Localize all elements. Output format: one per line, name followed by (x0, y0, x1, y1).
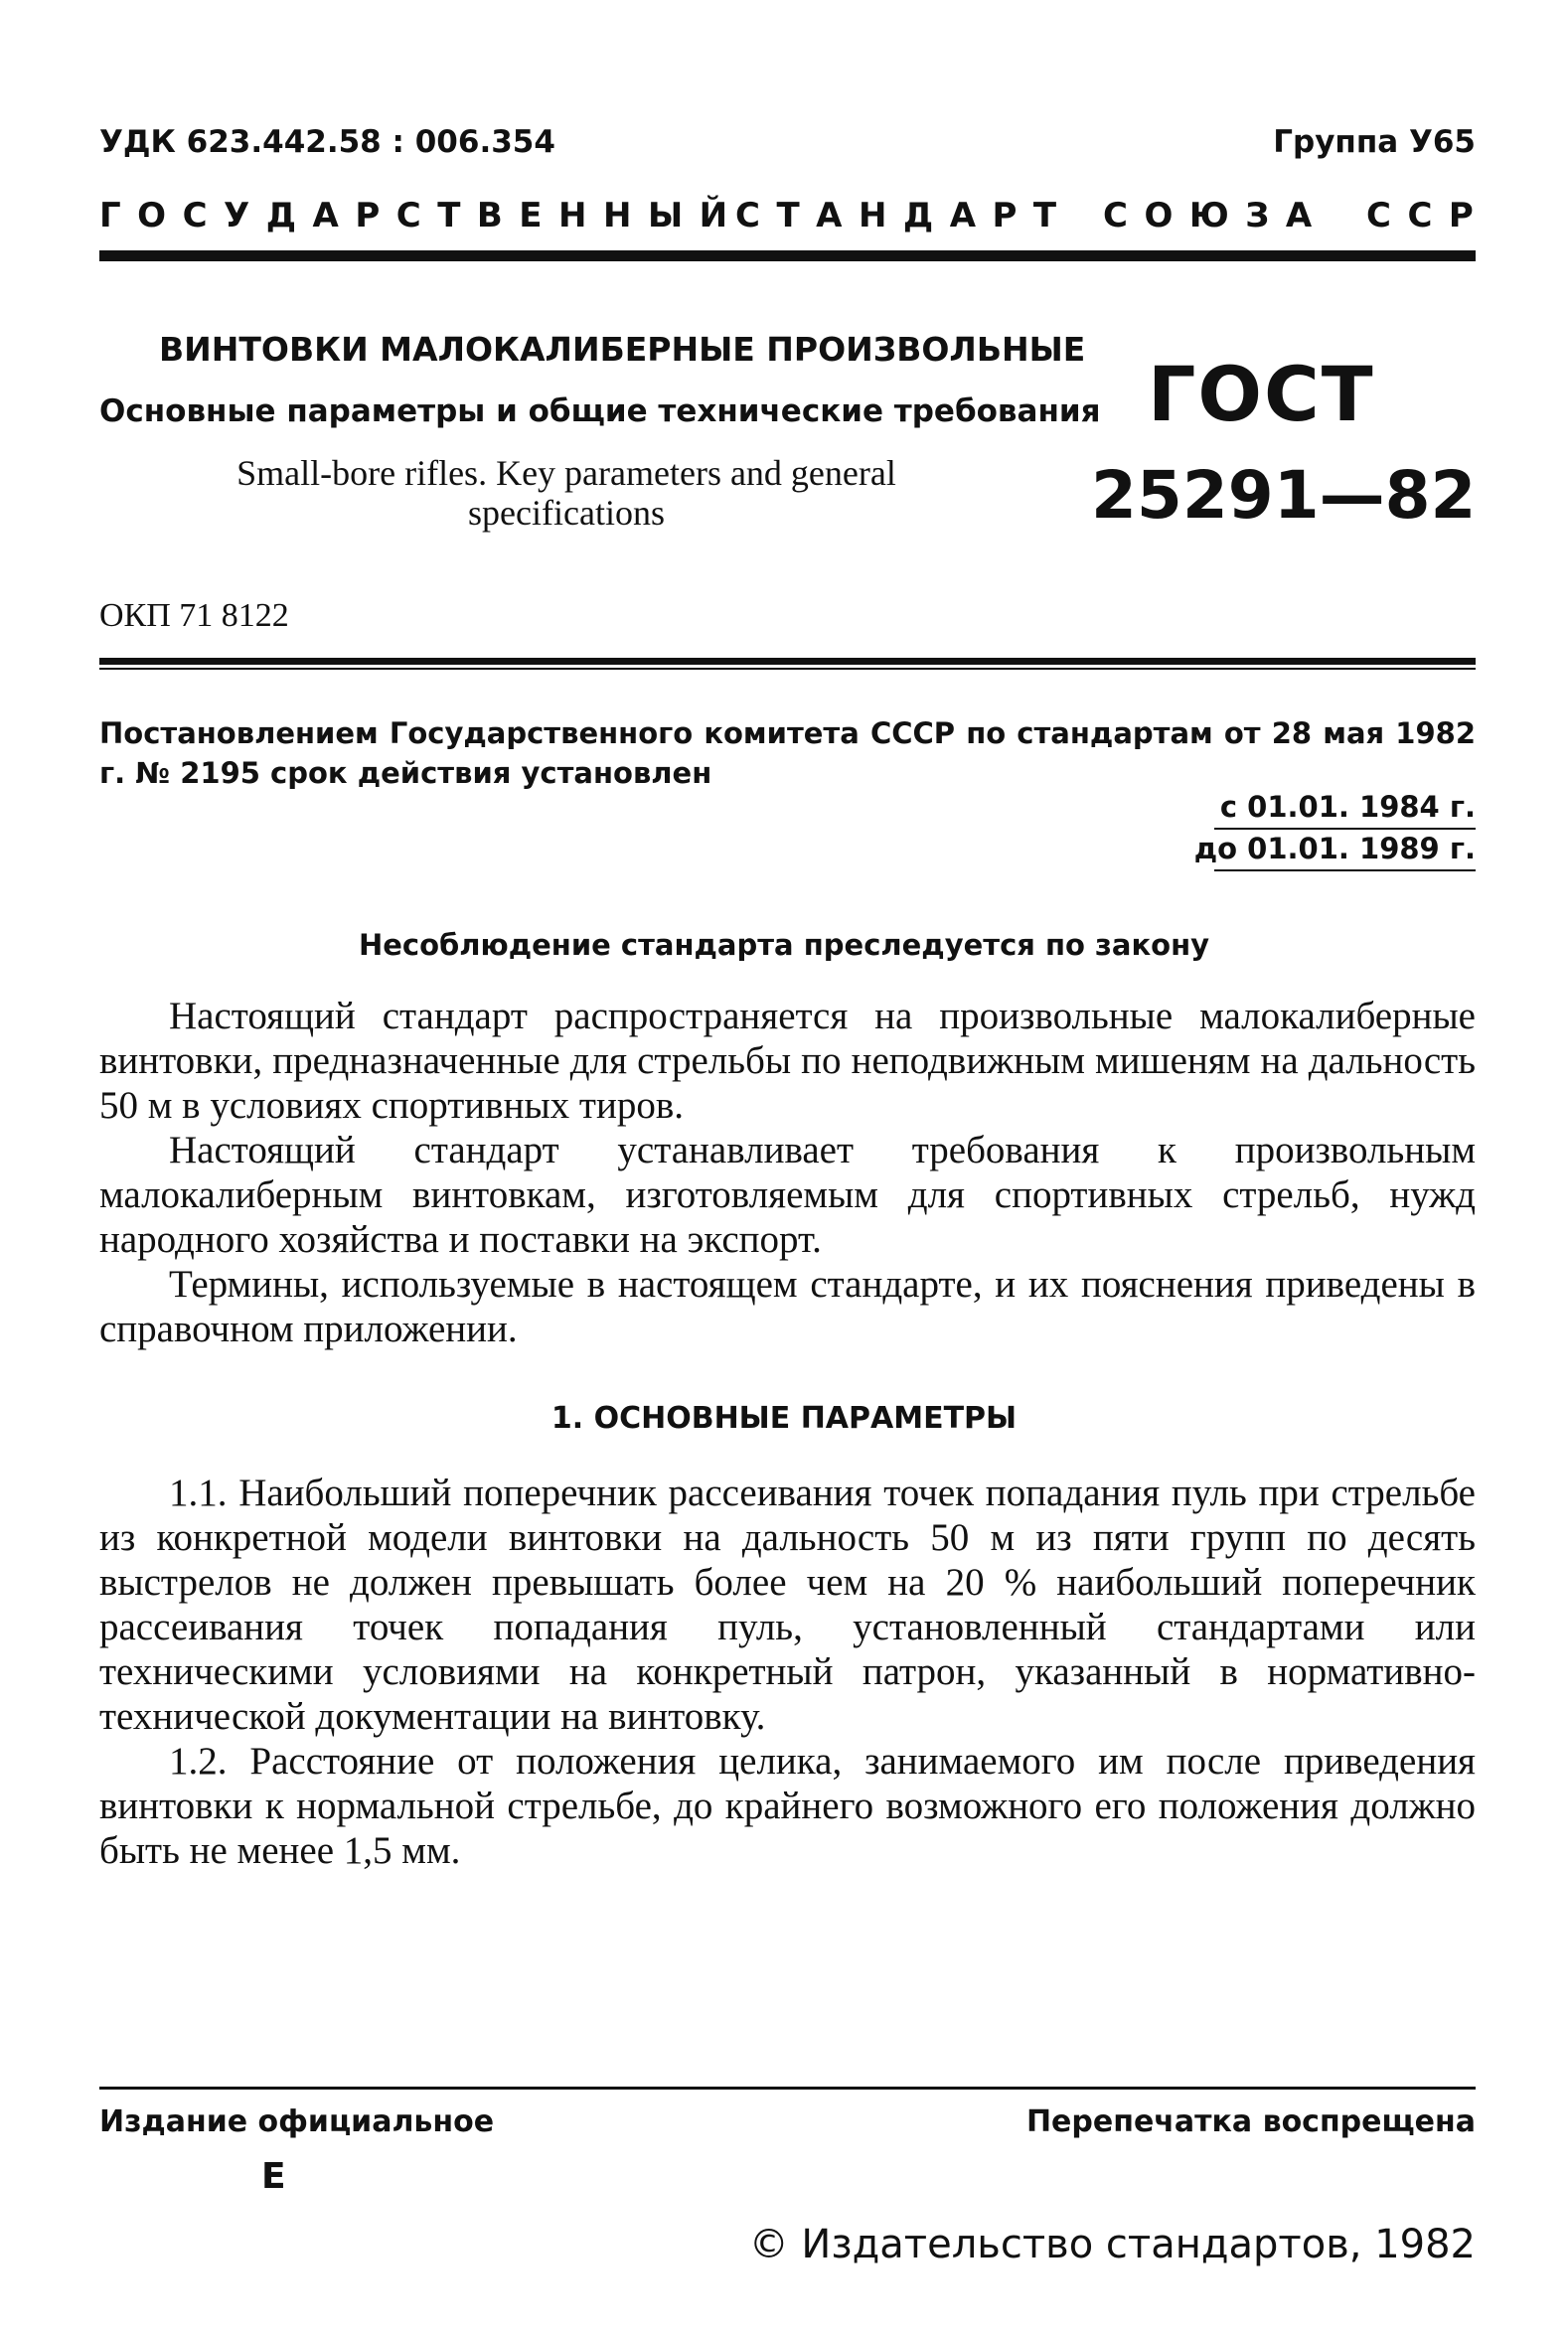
effective-date-from: с 01.01. 1984 г. (1219, 790, 1476, 824)
effective-date-to: до 01.01. 1989 г. (1193, 832, 1476, 865)
official-edition-label: Издание официальное (99, 2104, 495, 2139)
title-en-line: specifications (468, 493, 665, 533)
paragraph: 1.2. Расстояние от положения целика, занимаемого им после приведения винтовки к нормальной стрельбе, до крайнего возможного его положения должно быть не менее 1,5 мм. (99, 1740, 1476, 1872)
reprint-prohibited-label: Перепечатка воспрещена (1025, 2104, 1476, 2139)
intro-section (99, 994, 1476, 1351)
section-body (99, 1471, 1476, 1873)
date-from-underline (1214, 828, 1476, 830)
footer-rule (99, 2087, 1476, 2090)
document-subtitle-ru: Основные параметры и общие технические требования (99, 393, 1101, 429)
title-rule-thick (99, 658, 1476, 665)
okp-code: ОКП 71 8122 (99, 597, 289, 634)
group-code: Группа У65 (1273, 124, 1476, 160)
heading-word: ГОСУДАРСТВЕННЫЙ (99, 196, 744, 235)
paragraph: 1.1. Наибольший поперечник рассеивания точек попадания пуль при стрельбе из конкретной модели винтовки на дальность 50 м из пяти групп по десять выстрелов не должен превышать более чем на 20 % наибольший поперечник рассеивания точек попадания пуль, установленный стандартами или техническими условиями на конкретный патрон, указанный в нормативно-технической документации на винтовку. (99, 1472, 1476, 1738)
heading-rule-thick (99, 250, 1476, 261)
udk-code: УДК 623.442.58 : 006.354 (99, 124, 555, 160)
paragraph: Настоящий стандарт устанавливает требования к произвольным малокалиберным винтовкам, изготовляемым для спортивных стрельб, нужд народного хозяйства и поставки на экспорт. (99, 1129, 1476, 1261)
gost-number: 25291—82 (1091, 457, 1477, 534)
document-title-ru: ВИНТОВКИ МАЛОКАЛИБЕРНЫЕ ПРОИЗВОЛЬНЫЕ (159, 330, 1086, 369)
document-title-en (149, 453, 984, 533)
heading-word: ССР (1366, 196, 1490, 235)
paragraph: Настоящий стандарт распространяется на произвольные малокалиберные винтовки, предназначенные для стрельбы по неподвижным мишеням на дальность 50 м в условиях спортивных тиров. (99, 995, 1476, 1127)
date-to-underline (1214, 869, 1476, 871)
decree-text: Постановлением Государственного комитета СССР по стандартам от 28 мая 1982 г. № 2195 срок действия установлен (99, 716, 1476, 790)
state-standard-heading (99, 196, 1490, 235)
heading-word: СОЮЗА (1103, 196, 1329, 235)
legal-warning: Несоблюдение стандарта преследуется по закону (358, 928, 1210, 962)
section-title: 1. ОСНОВНЫЕ ПАРАМЕТРЫ (550, 1401, 1018, 1436)
heading-word: СТАНДАРТ (735, 196, 1073, 235)
gost-label: ГОСТ (1148, 350, 1375, 438)
title-rule-thin (99, 668, 1476, 670)
paragraph: Термины, используемые в настоящем стандарте, и их пояснения приведены в справочном приложении. (99, 1263, 1476, 1350)
copyright-notice: © Издательство стандартов, 1982 (748, 2222, 1476, 2267)
title-en-line: Small-bore rifles. Key parameters and general (236, 453, 896, 493)
edition-letter: Е (261, 2156, 286, 2197)
